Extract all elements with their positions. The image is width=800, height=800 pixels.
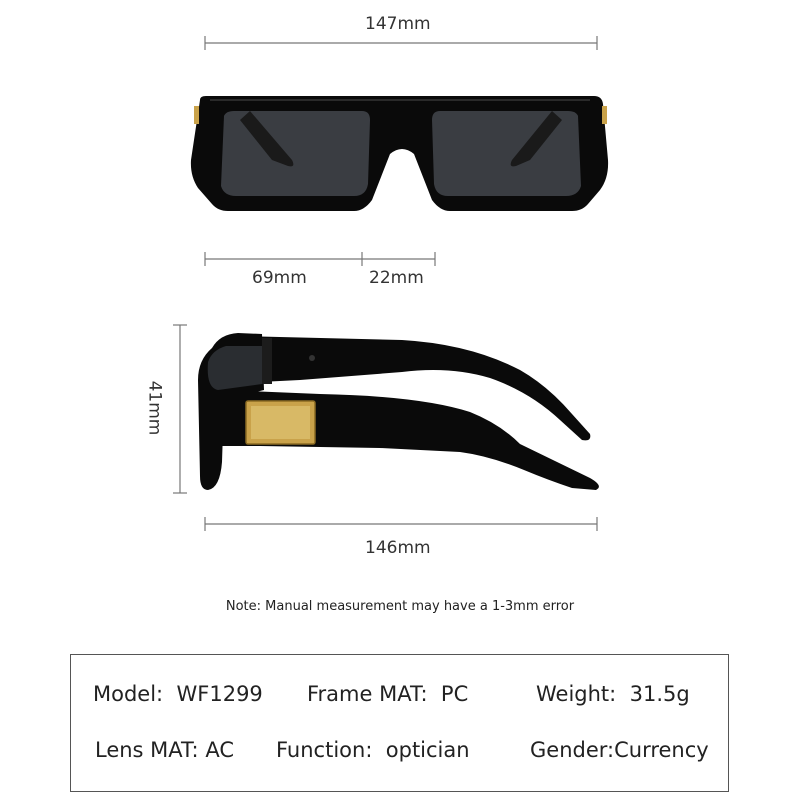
frame-label: Frame MAT: <box>307 682 428 706</box>
glasses-side-view <box>198 333 599 490</box>
spec-table <box>70 654 729 792</box>
spec-gender <box>530 738 709 762</box>
weight-value: 31.5g <box>629 682 690 706</box>
spec-frame-material <box>307 682 468 706</box>
frame-value: PC <box>440 682 469 706</box>
temple-length-label: 146mm <box>365 538 431 558</box>
lens-bridge-dimension-line <box>205 252 435 266</box>
lens-value: AC <box>205 738 234 762</box>
function-label: Function: <box>276 738 373 762</box>
lens-height-dimension-line <box>173 325 187 493</box>
measurement-note: Note: Manual measurement may have a 1-3mm error <box>225 599 575 614</box>
glasses-front-view <box>191 96 608 211</box>
total-width-label: 147mm <box>365 14 431 34</box>
weight-label: Weight: <box>536 682 617 706</box>
model-label: Model: <box>93 682 164 706</box>
total-width-dimension-line <box>205 36 597 50</box>
lens-height-label: 41mm <box>144 380 165 436</box>
spec-function <box>276 738 470 762</box>
spec-weight <box>536 682 690 706</box>
gender-value: Currency <box>614 738 709 762</box>
lens-width-label: 69mm <box>252 268 307 288</box>
function-value: optician <box>385 738 470 762</box>
spec-lens-material <box>95 738 234 762</box>
temple-length-dimension-line <box>205 517 597 531</box>
model-value: WF1299 <box>176 682 263 706</box>
lens-label: Lens MAT: <box>95 738 199 762</box>
bridge-width-label: 22mm <box>369 268 424 288</box>
spec-model <box>93 682 263 706</box>
gender-label: Gender: <box>530 738 615 762</box>
